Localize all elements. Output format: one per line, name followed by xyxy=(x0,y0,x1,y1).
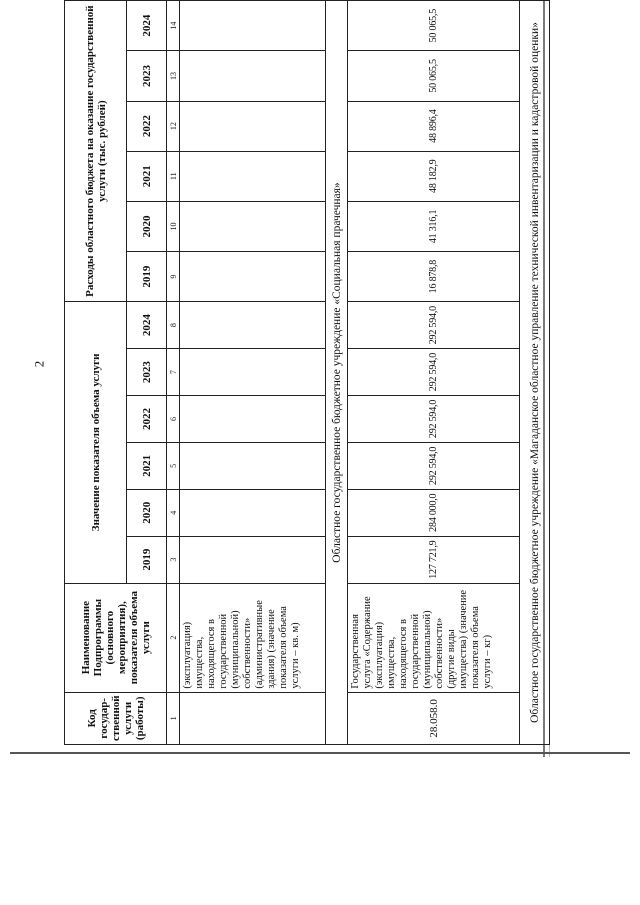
header-code: Код государ-ственной услуги (работы) xyxy=(65,692,167,744)
header-volume-group: Значение показателя объема услуги xyxy=(65,302,127,583)
volume-cell: 292 594,0 xyxy=(348,396,520,443)
volume-cell: 292 594,0 xyxy=(348,442,520,489)
budget-cell: 48 896,4 xyxy=(348,101,520,151)
year-volume: 2021 xyxy=(127,442,167,489)
year-budget: 2022 xyxy=(127,101,167,151)
volume-cell xyxy=(180,349,326,396)
year-volume: 2022 xyxy=(127,396,167,443)
volume-cell xyxy=(180,302,326,349)
volume-cell xyxy=(180,489,326,536)
budget-cell: 48 182,9 xyxy=(348,151,520,201)
fold-line xyxy=(10,752,630,754)
column-number: 12 xyxy=(167,101,180,151)
budget-table xyxy=(64,0,550,745)
column-number: 13 xyxy=(167,51,180,101)
budget-cell: 41 316,1 xyxy=(348,201,520,251)
budget-cell: 50 065,5 xyxy=(348,1,520,51)
budget-cell xyxy=(180,1,326,51)
year-volume: 2020 xyxy=(127,489,167,536)
row-code: 28.058.0 xyxy=(348,692,520,744)
header-budget-group: Расходы областного бюджета на оказание государственной услуги (тыс. рублей) xyxy=(65,1,127,302)
year-volume: 2023 xyxy=(127,349,167,396)
page-number: 2 xyxy=(31,360,47,368)
section-heading: Областное государственное бюджетное учреждение «Социальная прачечная» xyxy=(326,1,348,745)
budget-cell xyxy=(180,51,326,101)
column-number: 6 xyxy=(167,396,180,443)
column-number: 10 xyxy=(167,201,180,251)
volume-cell xyxy=(180,442,326,489)
section-heading: Областное государственное бюджетное учреждение «Магаданское областное управление технической инвентаризации и кадастровой оценки» xyxy=(520,1,550,745)
volume-cell: 292 594,0 xyxy=(348,349,520,396)
column-number: 5 xyxy=(167,442,180,489)
year-budget: 2024 xyxy=(127,1,167,51)
budget-cell: 16 878,8 xyxy=(348,252,520,302)
year-budget: 2021 xyxy=(127,151,167,201)
column-number: 4 xyxy=(167,489,180,536)
column-number: 3 xyxy=(167,536,180,583)
column-number: 11 xyxy=(167,151,180,201)
budget-cell xyxy=(180,201,326,251)
rotated-table-sheet xyxy=(64,0,541,745)
volume-cell: 292 594,0 xyxy=(348,302,520,349)
row-name: (эксплуатация) имущества, находящегося в государственной (муниципальной) собственности» (административные здания) (значение показателя объема услуги – кв. м) xyxy=(180,583,326,692)
volume-cell: 127 721,9 xyxy=(348,536,520,583)
column-number: 1 xyxy=(167,692,180,744)
table-row xyxy=(348,1,520,745)
column-number: 9 xyxy=(167,252,180,302)
volume-cell xyxy=(180,536,326,583)
column-number: 14 xyxy=(167,1,180,51)
table-row xyxy=(180,1,326,745)
volume-cell xyxy=(180,396,326,443)
header-name: Наименование Подпрограммы (основного мероприятия), показателя объема услуги xyxy=(65,583,167,692)
year-volume: 2019 xyxy=(127,536,167,583)
year-budget: 2019 xyxy=(127,252,167,302)
row-code xyxy=(180,692,326,744)
budget-cell xyxy=(180,101,326,151)
budget-cell xyxy=(180,151,326,201)
year-volume: 2024 xyxy=(127,302,167,349)
budget-cell: 50 065,5 xyxy=(348,51,520,101)
volume-cell: 284 000,0 xyxy=(348,489,520,536)
budget-cell xyxy=(180,252,326,302)
year-budget: 2020 xyxy=(127,201,167,251)
year-budget: 2023 xyxy=(127,51,167,101)
column-number: 2 xyxy=(167,583,180,692)
column-number: 8 xyxy=(167,302,180,349)
column-number: 7 xyxy=(167,349,180,396)
row-name: Государственная услуга «Содержание (эксплуатация) имущества, находящегося в государственной (муниципальной) собственности» (другие виды имущества) (значение показателя объема услуги – кг) xyxy=(348,583,520,692)
